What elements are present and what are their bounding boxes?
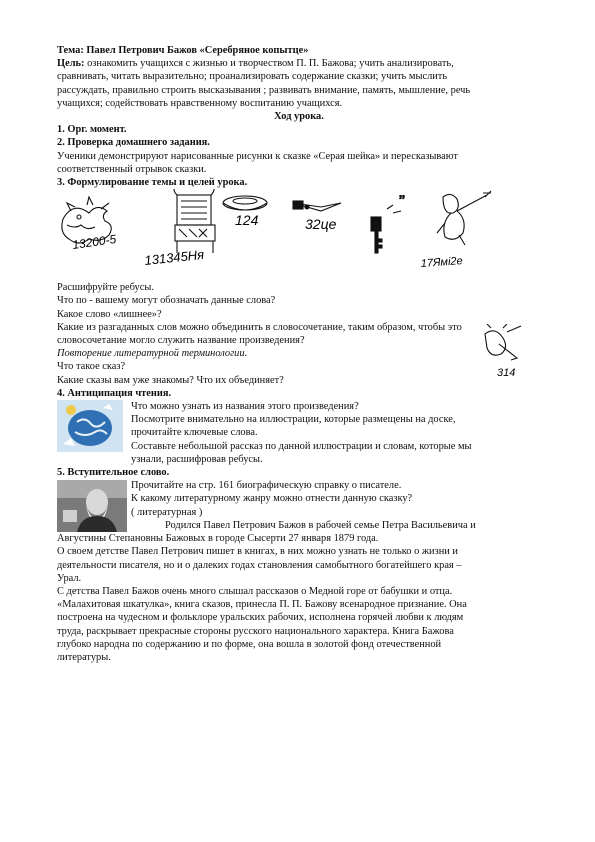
section-4-text-1: Что можно узнать из названия этого произведения? bbox=[131, 401, 359, 413]
section-3-text-4: Какие из разгаданных слов можно объединить в словосочетание, таким образом, чтобы это bbox=[57, 321, 462, 333]
section-2-text-2: соответственный отрывок сказки. bbox=[57, 163, 207, 175]
rebus-2-label: 131345Ня bbox=[143, 247, 205, 269]
chair-rebus-icon bbox=[174, 189, 215, 253]
section-3-heading: 3. Формулирование темы и целей урока. bbox=[57, 177, 248, 189]
section-3-text-2: Что по - вашему могут обозначать данные слова? bbox=[57, 295, 276, 307]
topic-line bbox=[57, 44, 541, 57]
section-4-heading: 4. Антиципация чтения. bbox=[57, 387, 172, 399]
section-5-text-1: Прочитайте на стр. 161 биографическую справку о писателе. bbox=[131, 480, 402, 492]
body-line-6: «Малахитовая шкатулка», книга сказов, принесла П. П. Бажову всенародное признание. Она bbox=[57, 599, 467, 611]
rebus-strip bbox=[57, 189, 541, 275]
goal-line-1 bbox=[57, 57, 541, 70]
section-2-text-1: Ученики демонстрируют нарисованные рисунки к сказке «Серая шейка» и пересказывают bbox=[57, 150, 458, 162]
section-3-text-3: Какое слово «лишнее»? bbox=[57, 308, 162, 320]
bird-rebus-icon bbox=[485, 324, 521, 360]
lid-rebus-icon bbox=[223, 196, 267, 210]
body-line-9: глубоко народна по содержанию и по форме, она вошла в золотой фонд отечественной bbox=[57, 638, 442, 650]
document-page bbox=[57, 44, 541, 664]
body-line-2: О своем детстве Павел Петрович пишет в книгах, в них можно узнать не только о жизни и bbox=[57, 546, 458, 558]
goal-line-4: учащихся; содействовать нравственному воспитанию учащихся. bbox=[57, 97, 343, 109]
rebus-1-label: 13200-5 bbox=[71, 232, 118, 253]
lesson-heading: Ход урока. bbox=[274, 111, 324, 123]
knife-rebus-icon bbox=[293, 201, 341, 211]
section-3-italic-note: Повторение литературной терминологии. bbox=[57, 348, 248, 360]
section-5-text-3: ( литературная ) bbox=[131, 506, 203, 518]
body-line-7: построена на чудесном и фольклоре уральских рабочих, исполнена горячей любви к людям bbox=[57, 612, 464, 624]
rebus-drawings bbox=[57, 189, 541, 275]
topic-title: Павел Петрович Бажов «Серебряное копытце» bbox=[86, 45, 309, 56]
goal-line-3: рассуждать, правильно строить высказывания ; развивать внимание, память, мышление, речь bbox=[57, 84, 471, 96]
author-portrait-image bbox=[57, 480, 127, 532]
section-3-text-1: Расшифруйте ребусы. bbox=[57, 282, 154, 294]
section-3-text-7: Какие сказы вам уже знакомы? Что их объединяет? bbox=[57, 374, 284, 386]
body-line-1: Августины Степановны Бажовых в городе Сысерти 27 января 1879 года. bbox=[57, 533, 379, 545]
section-4-text-2: Посмотрите внимательно на иллюстрации, которые размещены на доске, bbox=[131, 414, 456, 426]
key-rebus-icon bbox=[371, 192, 405, 253]
body-line-3: деятельности писателя, но и о далеких годах становления самобытного богатейшего края – bbox=[57, 559, 462, 571]
rebus-4-label: 32це bbox=[305, 216, 337, 233]
section-5-heading: 5. Вступительное слово. bbox=[57, 467, 170, 479]
body-line-10: литературы. bbox=[57, 651, 111, 663]
section-5-text-2: К какому литературному жанру можно отнести данную сказку? bbox=[131, 493, 413, 505]
goal-line-2: сравнивать, читать выразительно; проанализировать содержание сказки; учить мыслить bbox=[57, 71, 448, 83]
body-line-8: труда, раскрывает прекрасные стороны русского национального характера. Книга Бажова bbox=[57, 625, 454, 637]
section-4-text-5: узнали, расшифровав ребусы. bbox=[131, 453, 263, 465]
section-4-text-3: прочитайте ключевые слова. bbox=[131, 427, 258, 439]
illustration-globe-image bbox=[57, 400, 123, 452]
goal-text-1: ознакомить учащихся с жизнью и творчеством П. П. Бажова; учить анализировать, bbox=[87, 58, 454, 70]
section-1-heading: 1. Орг. момент. bbox=[57, 124, 127, 136]
section-3-text-6: Что такое сказ? bbox=[57, 361, 126, 373]
section-5-text-4: Родился Павел Петрович Бажов в рабочей семье Петра Васильевича и bbox=[165, 519, 476, 531]
rebus-6-label: 314 bbox=[497, 367, 516, 380]
topic-label: Тема: bbox=[57, 45, 84, 56]
rebus-3-label: 124 bbox=[235, 212, 259, 229]
section-3-text-5: словосочетание могло служить название произведения? bbox=[57, 335, 305, 347]
body-line-4: Урал. bbox=[57, 572, 82, 584]
svg-text:’’: ’’ bbox=[399, 192, 405, 209]
rebus-5-label: 17Ямі2е bbox=[420, 255, 464, 271]
goal-label: Цель: bbox=[57, 58, 85, 70]
figure-rebus-icon bbox=[437, 191, 491, 245]
section-2-heading: 2. Проверка домашнего задания. bbox=[57, 137, 210, 149]
section-4-text-4: Составьте небольшой рассказ по данной иллюстрации и словам, которые мы bbox=[131, 440, 472, 452]
rebus-6-drawing bbox=[477, 324, 537, 382]
body-line-5: С детства Павел Бажов очень много слышал рассказов о Медной горе от бабушки и отца. bbox=[57, 585, 453, 597]
